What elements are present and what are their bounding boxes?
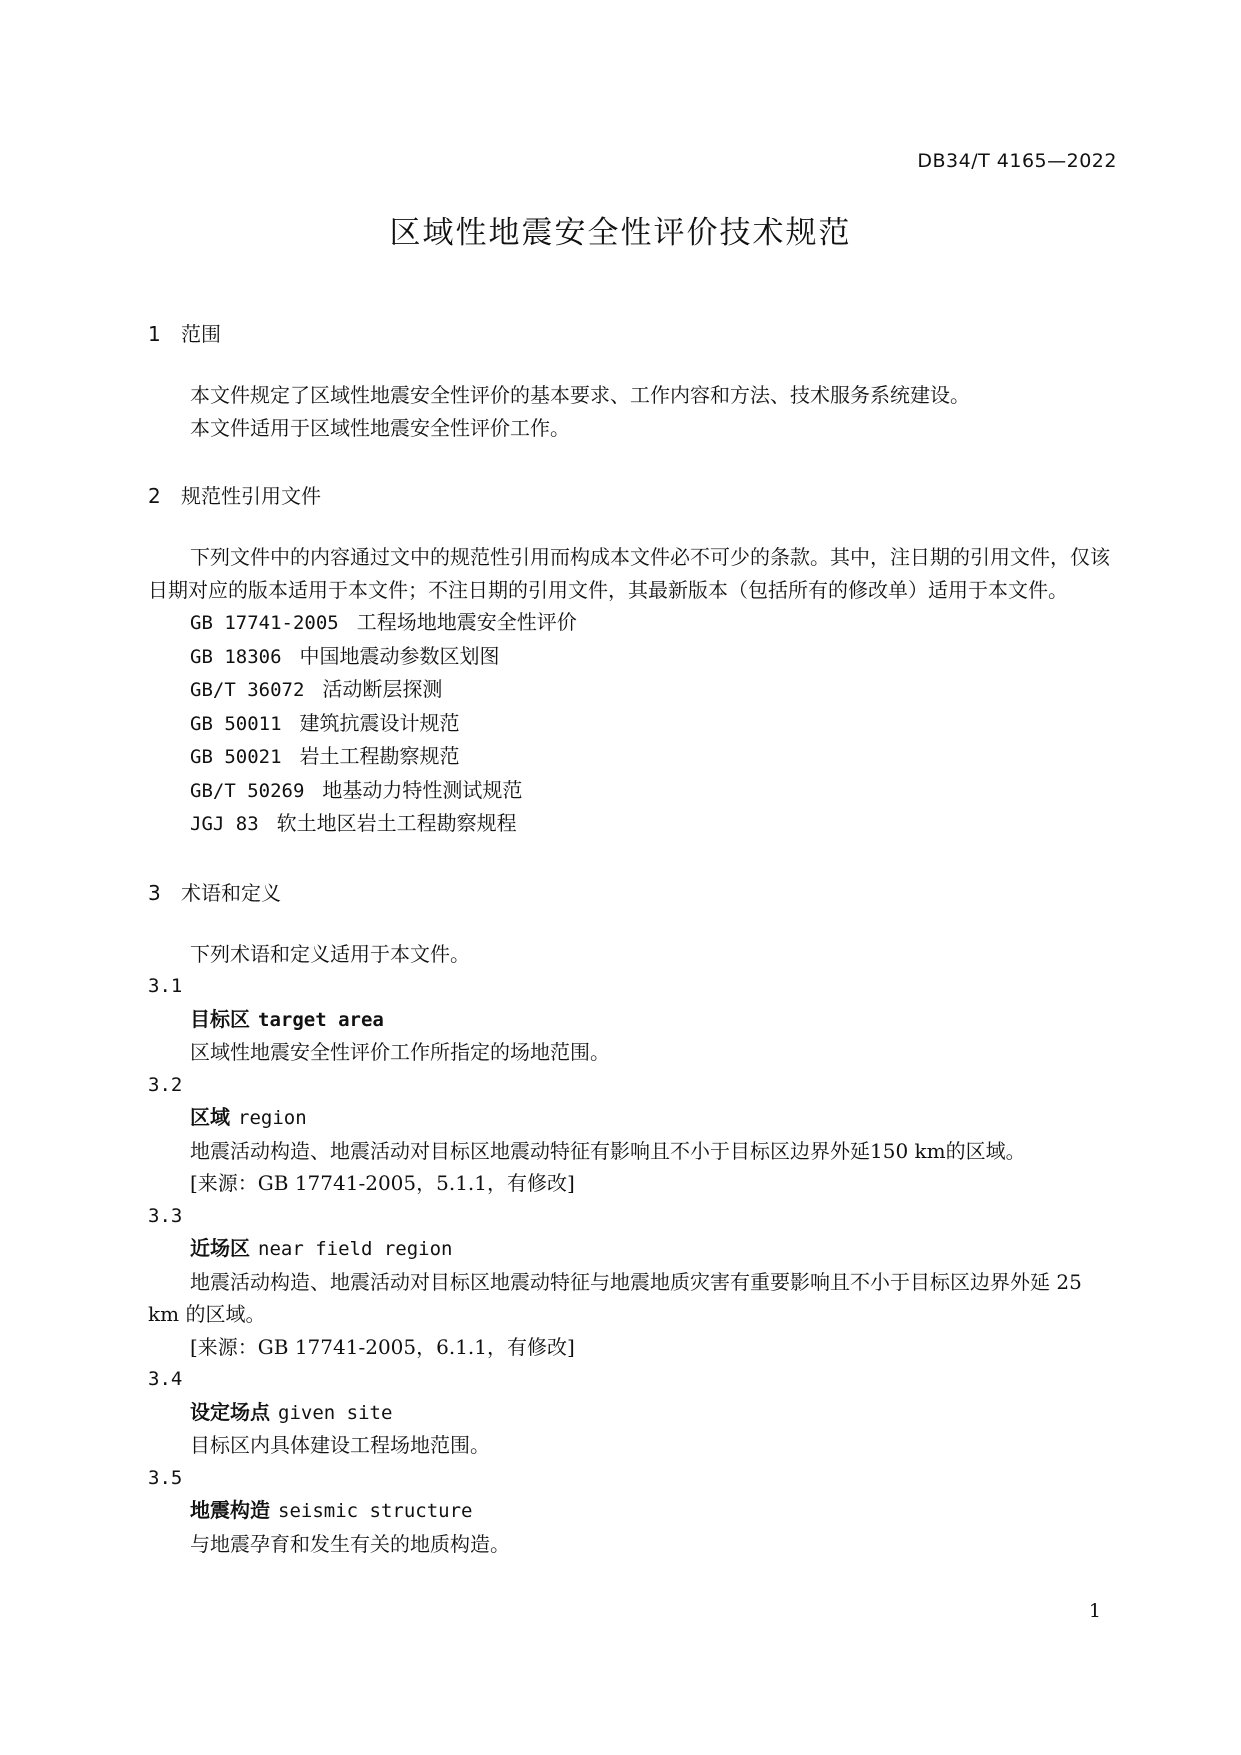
reference-name: 中国地震动参数区划图: [299, 643, 500, 668]
term-number: 3.5: [148, 1466, 183, 1489]
section-1-heading: [148, 318, 1118, 350]
term-heading: [148, 1494, 1118, 1528]
term-chinese: 设定场点: [190, 1399, 270, 1424]
term-chinese: 区域: [190, 1105, 230, 1129]
term-source: [来源：GB 17741-2005，5.1.1，有修改]: [190, 1171, 575, 1195]
page-number: 1: [1088, 1600, 1101, 1622]
reference-code: GB 18306: [190, 645, 282, 668]
section-title: 规范性引用文件: [181, 484, 321, 508]
term-source: [来源：GB 17741-2005，6.1.1，有修改]: [190, 1334, 575, 1359]
term-definition: 目标区内具体建设工程场地范围。: [190, 1433, 490, 1457]
reference-name: 活动断层探测: [322, 677, 443, 701]
term-number: 3.3: [148, 1204, 183, 1227]
reference-code: GB 17741-2005: [190, 612, 339, 634]
document-body: [148, 318, 1118, 1560]
term-definition: 地震活动构造、地震活动对目标区地震动特征与地震地质灾害有重要影响且不小于目标区边界外延 25 km 的区域。: [148, 1269, 1082, 1326]
reference-code: GB 50021: [190, 746, 282, 768]
reference-name: 岩土工程勘察规范: [299, 744, 460, 768]
term-heading: [148, 1396, 1118, 1430]
term-chinese: 地震构造: [190, 1498, 270, 1522]
reference-item: [148, 707, 1118, 741]
term-number: 3.1: [148, 975, 183, 997]
term-number: 3.2: [148, 1073, 183, 1096]
paragraph: 下列术语和定义适用于本文件。: [190, 941, 470, 966]
reference-name: 建筑抗震设计规范: [299, 710, 460, 735]
term-chinese: 近场区: [190, 1236, 250, 1260]
term-english: seismic structure: [278, 1500, 473, 1522]
section-3-heading: [148, 877, 1118, 909]
term-english: target area: [258, 1008, 384, 1031]
document-title: 区域性地震安全性评价技术规范: [389, 215, 852, 251]
term-number: 3.4: [148, 1368, 183, 1390]
reference-code: GB/T 50269: [190, 779, 305, 802]
term-english: region: [238, 1107, 307, 1129]
term-heading: [148, 1003, 1118, 1037]
term-chinese: 目标区: [190, 1006, 250, 1031]
term-definition: 与地震孕育和发生有关的地质构造。: [190, 1531, 510, 1556]
paragraph: 下列文件中的内容通过文中的规范性引用而构成本文件必不可少的条款。其中，注日期的引用文件，仅该日期对应的版本适用于本文件；不注日期的引用文件，其最新版本（包括所有的修改单）适用于本文件。: [148, 545, 1110, 602]
reference-name: 地基动力特性测试规范: [322, 777, 523, 802]
reference-item: [148, 606, 1118, 640]
reference-code: GB 50011: [190, 712, 282, 735]
standard-code: DB34/T 4165—2022: [917, 150, 1117, 172]
reference-name: 工程场地地震安全性评价: [356, 610, 577, 634]
term-english: near field region: [258, 1238, 453, 1260]
section-number: 3: [148, 880, 161, 905]
reference-name: 软土地区岩土工程勘察规程: [276, 811, 517, 835]
reference-item: [148, 807, 1118, 841]
term-english: given site: [278, 1401, 393, 1424]
section-title: 术语和定义: [181, 880, 281, 905]
term-definition: 地震活动构造、地震活动对目标区地震动特征有影响且不小于目标区边界外延150 km的区域。: [190, 1138, 1026, 1163]
section-number: 2: [148, 484, 161, 508]
term-heading: [148, 1101, 1118, 1135]
paragraph: 本文件适用于区域性地震安全性评价工作。: [190, 415, 570, 440]
term-definition: 区域性地震安全性评价工作所指定的场地范围。: [190, 1040, 610, 1064]
reference-code: GB/T 36072: [190, 679, 305, 701]
reference-item: [148, 673, 1118, 707]
reference-item: [148, 774, 1118, 808]
section-number: 1: [148, 322, 161, 346]
section-title: 范围: [181, 322, 221, 346]
term-heading: [148, 1232, 1118, 1266]
reference-item: [148, 640, 1118, 674]
reference-code: JGJ 83: [190, 813, 259, 835]
paragraph: 本文件规定了区域性地震安全性评价的基本要求、工作内容和方法、技术服务系统建设。: [190, 383, 970, 407]
reference-item: [148, 740, 1118, 774]
section-2-heading: [148, 480, 1118, 512]
